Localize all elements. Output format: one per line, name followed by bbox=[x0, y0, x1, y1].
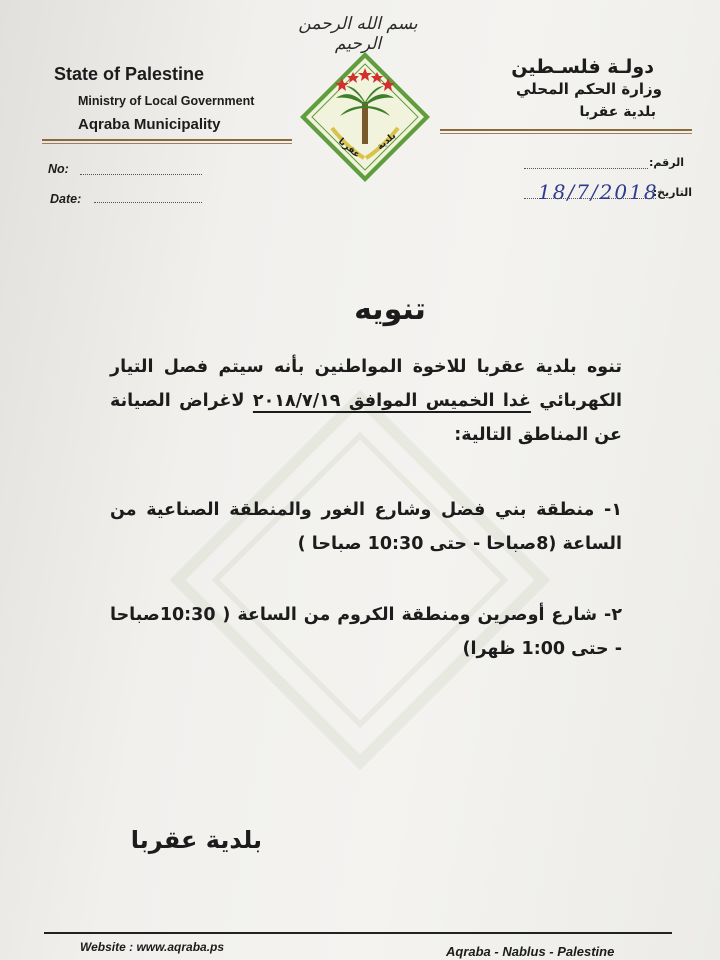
footer-rule bbox=[44, 932, 672, 934]
date-label: Date: bbox=[50, 192, 82, 206]
footer-address: Aqraba - Nablus - Palestine bbox=[446, 944, 615, 959]
en-ministry-name: Ministry of Local Government bbox=[78, 94, 255, 108]
header-rule-left bbox=[42, 139, 292, 141]
en-municipality-name: Aqraba Municipality bbox=[78, 116, 221, 133]
ar-municipality-name: بلدية عقربا bbox=[579, 104, 656, 120]
date-dotted-line bbox=[94, 202, 202, 203]
ar-no-dotted-line bbox=[524, 168, 648, 169]
signature: بلدية عقربا bbox=[130, 826, 262, 854]
no-dotted-line bbox=[80, 174, 202, 175]
notice-paragraph-1-main: تنوه بلدية عقربا للاخوة المواطنين بأنه سيتم فصل التيار الكهربائي bbox=[110, 357, 622, 411]
header-rule-left-2 bbox=[42, 143, 292, 144]
footer-website: Website : www.aqraba.ps bbox=[80, 940, 225, 954]
notice-item-1: ١- منطقة بني فضل وشارع الغور والمنطقة الصناعية من الساعة (8صباحا - حتى 10:30 صباحا ) bbox=[110, 500, 622, 554]
handwritten-date: 18/7/2018 bbox=[538, 180, 659, 204]
logo-text-left: عقربا bbox=[336, 136, 362, 161]
header-rule-right bbox=[440, 129, 692, 131]
notice-paragraph-1-tail: لاغراض الصيانة عن المناطق التالية: bbox=[110, 391, 622, 445]
notice-paragraph-1 bbox=[110, 350, 622, 452]
en-state-name: State of Palestine bbox=[54, 64, 205, 84]
notice-item-2: ٢- شارع أوصرين ومنطقة الكروم من الساعة ( 10:30صباحا - حتى 1:00 ظهرا) bbox=[110, 605, 622, 659]
municipality-logo bbox=[298, 50, 432, 184]
notice-title: تنويه bbox=[354, 292, 426, 327]
notice-paragraph-1-date: غدا الخميس الموافق ٢٠١٨/٧/١٩ bbox=[252, 391, 531, 411]
ar-state-name: دولـة فلسـطين bbox=[511, 56, 654, 78]
logo-text-right: بلدية bbox=[375, 131, 399, 153]
basmala: بسم الله الرحمن الرحيم bbox=[298, 14, 418, 54]
ar-no-label: الرقم: bbox=[649, 156, 684, 169]
ar-date-label: التاريخ: bbox=[652, 186, 692, 199]
header-rule-right-2 bbox=[440, 133, 692, 134]
ar-ministry-name: وزارة الحكم المحلي bbox=[515, 80, 662, 98]
no-label: No: bbox=[48, 162, 69, 176]
